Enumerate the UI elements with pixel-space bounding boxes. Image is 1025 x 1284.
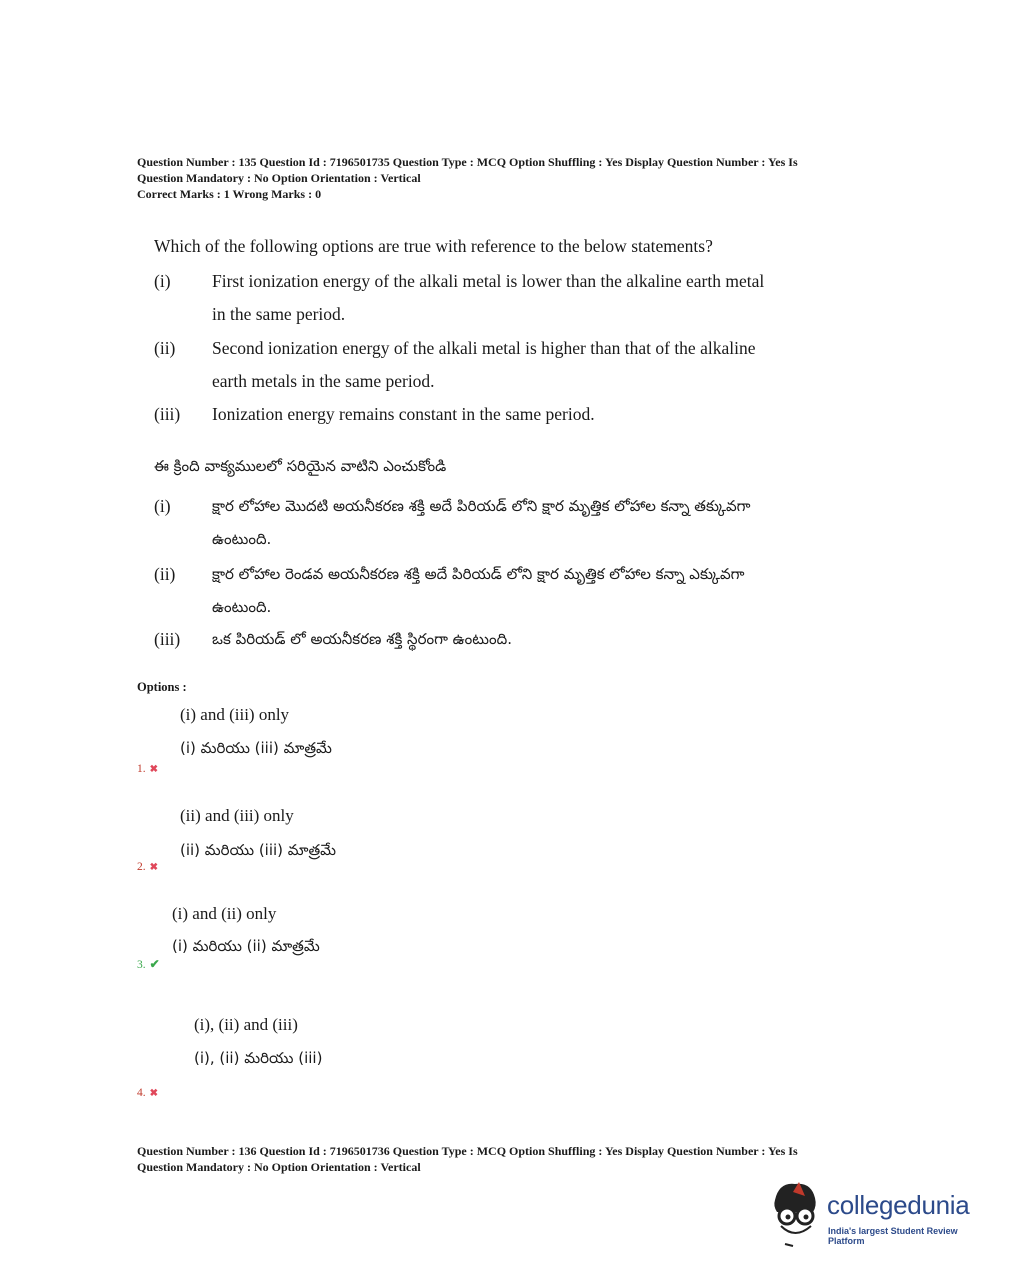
options-label: Options : [137,680,187,694]
statement-te-1 [154,490,854,556]
option-4-number [137,1087,158,1099]
option-2-number [137,861,158,873]
statement-text [212,490,832,556]
option-2-text-te: (ii) మరియు (iii) మాత్రమే [180,841,337,859]
wrong-cross-icon: ✖ [149,862,159,873]
option-1-text-en: (i) and (iii) only [180,705,290,724]
statement-text [212,332,832,398]
statement-te-3 [154,623,854,656]
statement-line: ఉంటుంది. [212,598,272,616]
statement-number: (i) [154,496,171,516]
statement-line: క్షార లోహాల రెండవ అయనీకరణ శక్తి అదే పిరియడ్ లోని క్షార మృత్తిక లోహాల కన్నా ఎక్కువగా [212,565,745,583]
statement-text [212,265,832,331]
option-4-text-te: (i), (ii) మరియు (iii) [194,1049,323,1067]
statement-text [212,558,832,624]
statement-number: (ii) [154,338,176,358]
statement-line: Second ionization energy of the alkali metal is higher than that of the alkaline [212,338,756,358]
statement-en-3 [154,398,854,431]
statement-en-2 [154,332,854,398]
option-number-label: 4. [137,1087,146,1099]
mascot-icon [765,1178,825,1248]
option-number-label: 1. [137,763,146,775]
wrong-cross-icon: ✖ [149,764,159,775]
statement-line: earth metals in the same period. [212,371,435,391]
logo-wordmark: collegedunia [827,1190,970,1220]
next-question-header [137,1143,867,1175]
option-1-number [137,763,158,775]
question-header-line-2: Question Mandatory : No Option Orientation : Vertical [137,171,421,185]
option-3-text-te: (i) మరియు (ii) మాత్రమే [172,937,320,955]
question-intro-en: Which of the following options are true with reference to the below statements? [154,236,713,256]
correct-check-icon: ✔ [149,957,160,971]
statement-line: First ionization energy of the alkali metal is lower than the alkaline earth metal [212,271,765,291]
statement-number: (iii) [154,629,181,649]
option-3-text-en: (i) and (ii) only [172,904,277,923]
option-number-label: 2. [137,861,146,873]
option-3-number [137,957,160,972]
collegedunia-logo [765,1178,995,1248]
statement-line: ఉంటుంది. [212,530,272,548]
wrong-cross-icon: ✖ [149,1088,159,1099]
statement-text: ఒక పిరియడ్ లో అయనీకరణ శక్తి స్థిరంగా ఉంటుంది. [212,630,512,648]
statement-number: (iii) [154,404,181,424]
option-1-text-te: (i) మరియు (iii) మాత్రమే [180,739,332,757]
statement-line: in the same period. [212,304,346,324]
question-header-line-2: Question Mandatory : No Option Orientation : Vertical [137,1160,421,1174]
question-header-line-1: Question Number : 136 Question Id : 7196501736 Question Type : MCQ Option Shuffling : Yes Display Question Number : Yes Is [137,1144,798,1158]
question-header [137,154,867,202]
logo-tagline: India's largest Student Review Platform [828,1226,958,1246]
statement-number: (i) [154,271,171,291]
option-4-text-en: (i), (ii) and (iii) [194,1015,298,1034]
statement-text: Ionization energy remains constant in the same period. [212,404,595,424]
statement-line: క్షార లోహాల మొదటి అయనీకరణ శక్తి అదే పిరియడ్ లోని క్షార మృత్తిక లోహాల కన్నా తక్కువగా [212,497,751,515]
question-header-line-1: Question Number : 135 Question Id : 7196501735 Question Type : MCQ Option Shuffling : Yes Display Question Number : Yes Is [137,155,798,169]
statement-te-2 [154,558,854,624]
question-marks: Correct Marks : 1 Wrong Marks : 0 [137,187,322,201]
statement-en-1 [154,265,854,331]
option-2-text-en: (ii) and (iii) only [180,806,294,825]
question-intro-te: ఈ క్రింది వాక్యములలో సరియైన వాటిని ఎంచుకోండి [154,457,447,475]
option-number-label: 3. [137,959,146,971]
statement-number: (ii) [154,564,176,584]
